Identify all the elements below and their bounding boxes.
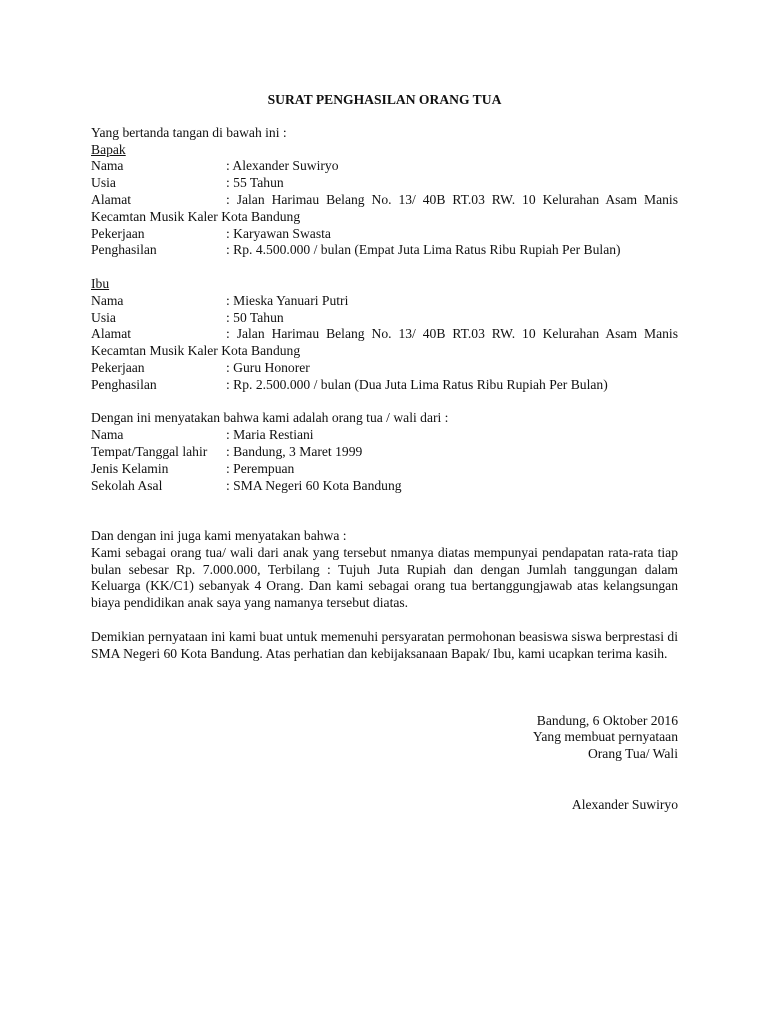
child-school-row (91, 478, 678, 495)
signature-role: Orang Tua/ Wali (587, 746, 678, 762)
field-label: Alamat (91, 326, 132, 342)
field-value-continued: Kecamtan Musik Kaler Kota Bandung (91, 343, 301, 359)
field-label: Penghasilan (91, 376, 157, 392)
signature-maker: Yang membuat pernyataan (532, 729, 678, 745)
field-value: : Guru Honorer (226, 359, 310, 375)
field-value: : Bandung, 3 Maret 1999 (226, 443, 363, 459)
closing-paragraph: Demikian pernyataan ini kami buat untuk memenuhi persyaratan permohonan beasiswa siswa berprestasi di SMA Negeri 60 Kota Bandung. Atas perhatian dan kebijaksanaan Bapak/ Ibu, kami ucapkan terima kasih. (91, 628, 678, 661)
mother-job-row (91, 360, 678, 377)
child-birth-row (91, 444, 678, 461)
field-label: Pekerjaan (91, 359, 145, 375)
field-label: Nama (91, 427, 124, 443)
field-label: Nama (91, 292, 124, 308)
father-age-row (91, 175, 678, 192)
field-label: Pekerjaan (91, 225, 145, 241)
field-value: : Maria Restiani (226, 427, 314, 443)
field-value: : Rp. 2.500.000 / bulan (Dua Juta Lima Ratus Ribu Rupiah Per Bulan) (226, 376, 608, 392)
field-value: : Alexander Suwiryo (226, 158, 339, 174)
mother-name-row (91, 293, 678, 310)
field-value: : Perempuan (226, 460, 295, 476)
field-label: Penghasilan (91, 242, 157, 258)
field-label: Usia (91, 309, 116, 325)
field-label: Usia (91, 175, 116, 191)
statement-body: Kami sebagai orang tua/ wali dari anak yang tersebut nmanya diatas mempunyai pendapatan rata-rata tiap bulan sebesar Rp. 7.000.000, Terbilang : Tujuh Juta Rupiah dan dengan Jumlah tanggungan dalam Keluarga (KK/C1) sebanyak 4 Orang. Dan kami sebagai orang tua bertanggungjawab atas kelangsungan biaya pendidikan anak saya yang namanya tersebut diatas. (91, 544, 678, 611)
field-label: Sekolah Asal (91, 477, 163, 493)
field-value: : Jalan Harimau Belang No. 13/ 40B RT.03 RW. 10 Kelurahan Asam Manis (226, 326, 678, 342)
father-name-row (91, 158, 678, 175)
field-label: Jenis Kelamin (91, 460, 169, 476)
mother-age-row (91, 310, 678, 327)
mother-heading: Ibu (91, 275, 110, 291)
father-job-row (91, 226, 678, 243)
father-income-row (91, 242, 678, 259)
field-label: Alamat (91, 191, 132, 207)
field-value: : Rp. 4.500.000 / bulan (Empat Juta Lima Ratus Ribu Rupiah Per Bulan) (226, 242, 621, 258)
letter-title: SURAT PENGHASILAN ORANG TUA (267, 92, 502, 107)
field-value: : Mieska Yanuari Putri (226, 292, 349, 308)
mother-income-row (91, 377, 678, 394)
father-heading: Bapak (91, 141, 126, 157)
field-value: : Jalan Harimau Belang No. 13/ 40B RT.03 RW. 10 Kelurahan Asam Manis (226, 191, 678, 207)
statement-intro: Dan dengan ini juga kami menyatakan bahwa : (91, 527, 347, 543)
field-label: Tempat/Tanggal lahir (91, 443, 208, 459)
signature-place-date: Bandung, 6 Oktober 2016 (536, 712, 678, 728)
signature-name: Alexander Suwiryo (571, 796, 678, 812)
field-value: : SMA Negeri 60 Kota Bandung (226, 477, 402, 493)
field-value: : Karyawan Swasta (226, 225, 331, 241)
field-label: Nama (91, 158, 124, 174)
child-intro: Dengan ini menyatakan bahwa kami adalah orang tua / wali dari : (91, 410, 449, 426)
letter-page (91, 92, 678, 813)
father-address-row (91, 192, 678, 226)
field-value: : 55 Tahun (226, 175, 284, 191)
child-gender-row (91, 461, 678, 478)
child-name-row (91, 427, 678, 444)
mother-address-row (91, 326, 678, 360)
field-value: : 50 Tahun (226, 309, 284, 325)
field-value-continued: Kecamtan Musik Kaler Kota Bandung (91, 208, 301, 224)
intro-line: Yang bertanda tangan di bawah ini : (91, 124, 287, 140)
